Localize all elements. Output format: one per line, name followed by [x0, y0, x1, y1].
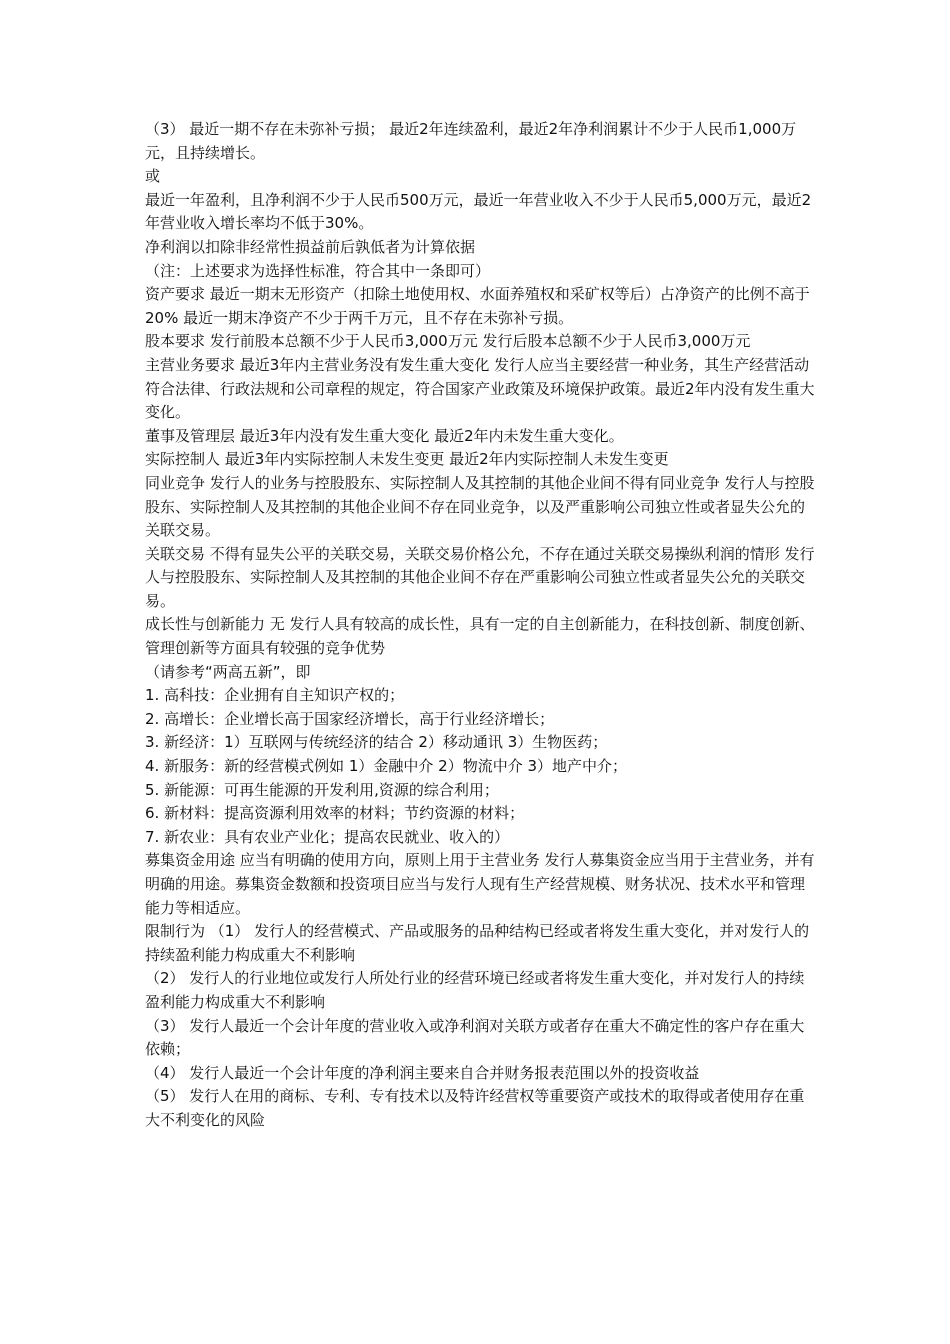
paragraph-directors-management: 董事及管理层 最近3年内没有发生重大变化 最近2年内未发生重大变化。 — [145, 426, 624, 445]
paragraph-restrictions-2: （2） 发行人的行业地位或发行人所处行业的经营环境已经或者将发生重大变化，并对发行人的持续盈利能力构成重大不利影响 — [145, 969, 805, 1011]
paragraph-restrictions-5: （5） 发行人在用的商标、专利、专有技术以及特许经营权等重要资产或技术的取得或者使用存在重大不利变化的风险 — [145, 1087, 805, 1129]
list-item-new-services: 4. 新服务：新的经营模式例如 1）金融中介 2）物流中介 3）地产中介； — [145, 757, 628, 776]
paragraph-competition: 同业竞争 发行人的业务与控股股东、实际控制人及其控制的其他企业间不得有同业竞争 发行人与控股股东、实际控制人及其控制的其他企业间不存在同业竞争，以及严重影响公司独立性或者显失公允的关联交易。 — [145, 473, 815, 540]
paragraph-asset-requirement: 资产要求 最近一期末无形资产（扣除土地使用权、水面养殖权和采矿权等后）占净资产的比例不高于20% 最近一期末净资产不少于两千万元，且不存在未弥补亏损。 — [145, 285, 810, 327]
paragraph-restrictions-1: 限制行为 （1） 发行人的经营模式、产品或服务的品种结构已经或者将发生重大变化，并对发行人的持续盈利能力构成重大不利影响 — [145, 922, 810, 964]
paragraph-main-business: 主营业务要求 最近3年内主营业务没有发生重大变化 发行人应当主要经营一种业务，其生产经营活动符合法律、行政法规和公司章程的规定，符合国家产业政策及环境保护政策。最近2年内没有发生重大变化。 — [145, 355, 815, 422]
paragraph-restrictions-4: （4） 发行人最近一个会计年度的净利润主要来自合并财务报表范围以外的投资收益 — [145, 1063, 700, 1082]
paragraph-alternative-profit: 最近一年盈利，且净利润不少于人民币500万元，最近一年营业收入不少于人民币5,000万元，最近2年营业收入增长率均不低于30%。 — [145, 190, 812, 233]
paragraph-actual-controller: 实际控制人 最近3年内实际控制人未发生变更 最近2年内实际控制人未发生变更 — [145, 450, 669, 469]
list-item-new-materials: 6. 新材料：提高资源利用效率的材料；节约资源的材料； — [145, 804, 525, 823]
paragraph-profit-requirement-3: （3） 最近一期不存在未弥补亏损； 最近2年连续盈利，最近2年净利润累计不少于人民币1,000万元，且持续增长。 — [145, 120, 797, 162]
paragraph-two-high-five-new: （请参考“两高五新”，即 — [145, 662, 311, 681]
paragraph-or: 或 — [145, 167, 161, 186]
paragraph-share-capital: 股本要求 发行前股本总额不少于人民币3,000万元 发行后股本总额不少于人民币3,000万元 — [145, 332, 751, 351]
paragraph-net-profit-basis: 净利润以扣除非经常性损益前后孰低者为计算依据 — [145, 237, 476, 256]
paragraph-growth-innovation: 成长性与创新能力 无 发行人具有较高的成长性，具有一定的自主创新能力，在科技创新、制度创新、管理创新等方面具有较强的竞争优势 — [145, 615, 815, 658]
document-body — [145, 118, 815, 1133]
list-item-new-energy: 5. 新能源：可再生能源的开发利用,资源的综合利用； — [145, 780, 499, 799]
list-item-new-agriculture: 7. 新农业：具有农业产业化；提高农民就业、收入的） — [145, 827, 510, 846]
list-item-new-economy: 3. 新经济：1）互联网与传统经济的结合 2）移动通讯 3）生物医药； — [145, 733, 608, 752]
paragraph-related-transactions: 关联交易 不得有显失公平的关联交易，关联交易价格公允，不存在通过关联交易操纵利润的情形 发行人与控股股东、实际控制人及其控制的其他企业间不存在严重影响公司独立性或者显失公允的关联交易。 — [145, 544, 815, 610]
list-item-high-tech: 1. 高科技：企业拥有自主知识产权的； — [145, 686, 405, 705]
paragraph-note: （注：上述要求为选择性标准，符合其中一条即可） — [145, 261, 491, 280]
list-item-high-growth: 2. 高增长：企业增长高于国家经济增长，高于行业经济增长； — [145, 709, 555, 728]
paragraph-restrictions-3: （3） 发行人最近一个会计年度的营业收入或净利润对关联方或者存在重大不确定性的客户存在重大依赖； — [145, 1016, 805, 1059]
paragraph-fund-use: 募集资金用途 应当有明确的使用方向，原则上用于主营业务 发行人募集资金应当用于主营业务，并有明确的用途。募集资金数额和投资项目应当与发行人现有生产经营规模、财务状况、技术水平和管理能力等相适应。 — [145, 851, 815, 917]
